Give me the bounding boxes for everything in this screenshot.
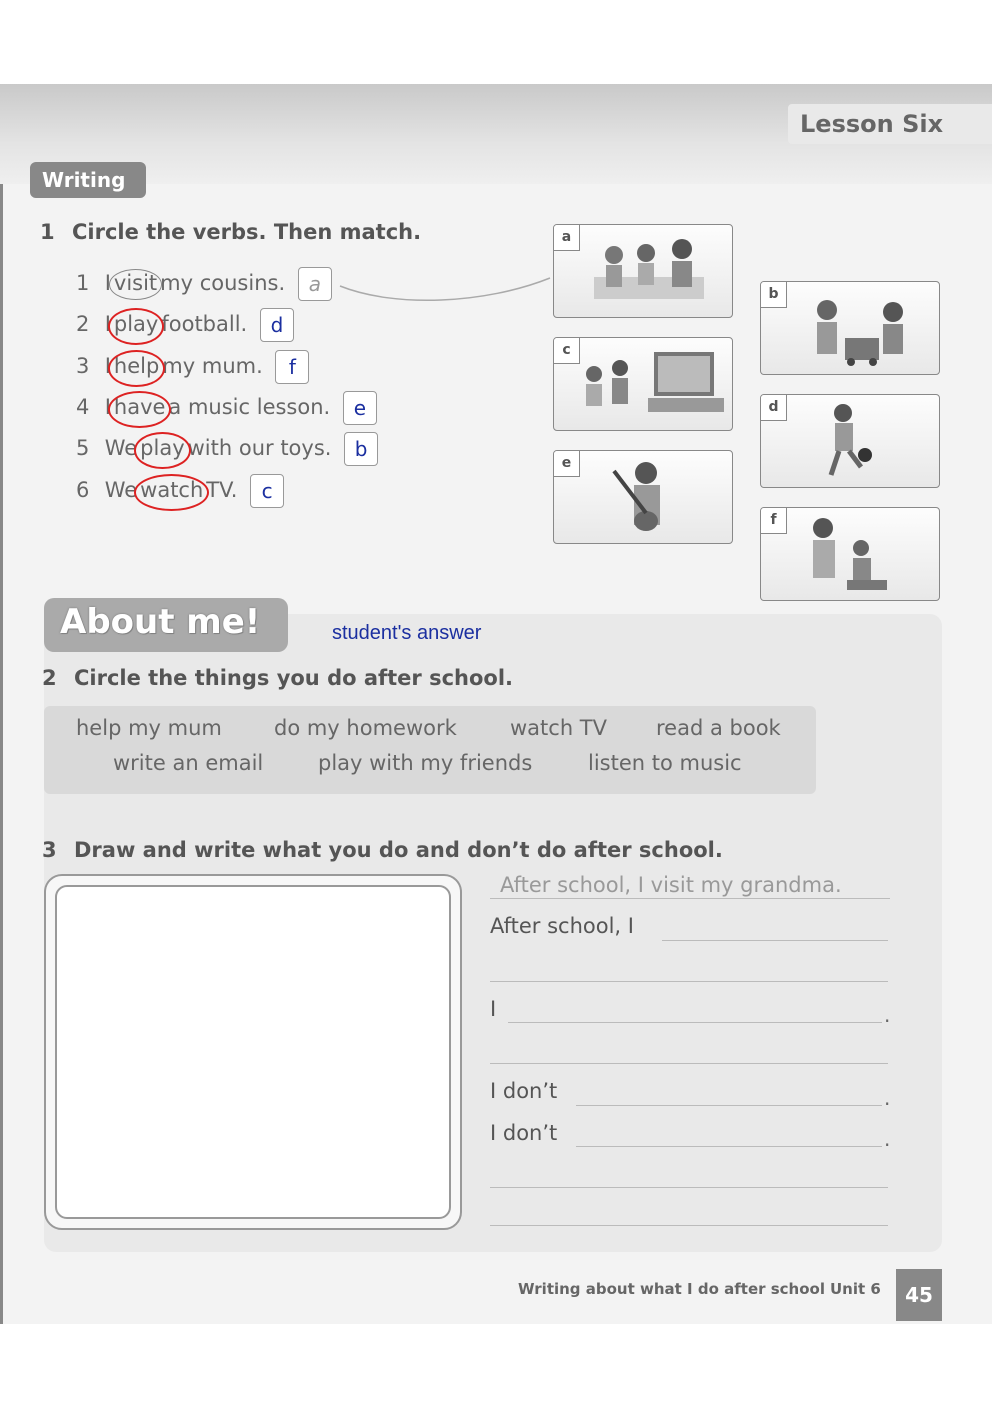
picture-f [760, 507, 940, 601]
picture-c [553, 337, 733, 431]
picture-label: c [554, 338, 580, 364]
writing-line[interactable] [490, 1225, 888, 1226]
guitar-lesson-illustration [554, 451, 733, 544]
sentence-period: . [884, 1086, 891, 1110]
phrase-option[interactable]: help my mum [76, 716, 222, 740]
match-item-3 [76, 349, 309, 383]
item-number: 1 [76, 271, 90, 295]
item-rest: my cousins. [160, 271, 286, 295]
writing-line[interactable] [576, 1105, 882, 1106]
item-subject: I [104, 271, 111, 295]
item-rest: with our toys. [187, 436, 332, 460]
item-number: 3 [76, 354, 90, 378]
circled-verb[interactable]: play [137, 431, 187, 465]
picture-d [760, 394, 940, 488]
writing-prompt: I don’t [490, 1079, 558, 1103]
footer-caption: Writing about what I do after school [518, 1280, 825, 1298]
item-subject: I [104, 395, 111, 419]
picture-label: f [761, 508, 787, 534]
item-number: 5 [76, 436, 90, 460]
drawing-frame [44, 874, 462, 1230]
phrase-option[interactable]: do my homework [274, 716, 457, 740]
toys-illustration [761, 282, 940, 375]
picture-e [553, 450, 733, 544]
item-rest: football. [161, 312, 248, 336]
item-number: 4 [76, 395, 90, 419]
phrase-option[interactable]: listen to music [588, 751, 742, 775]
writing-prompt: I [490, 997, 497, 1021]
sentence-period: . [884, 1003, 891, 1027]
exercise-instruction: Circle the verbs. Then match. [72, 220, 422, 244]
example-sentence: After school, I visit my grandma. [500, 873, 842, 897]
match-item-6 [76, 473, 284, 507]
helping-mum-illustration [761, 508, 940, 601]
example-line [490, 898, 890, 899]
writing-line[interactable] [576, 1146, 882, 1147]
writing-line[interactable] [490, 981, 888, 982]
writing-line[interactable] [490, 1063, 888, 1064]
answer-box[interactable]: f [275, 350, 309, 384]
writing-prompt: I don’t [490, 1121, 558, 1145]
football-illustration [761, 395, 940, 488]
page-number: 45 [896, 1269, 942, 1321]
item-subject: We [104, 478, 138, 502]
phrase-option[interactable]: watch TV [510, 716, 608, 740]
picture-label: d [761, 395, 787, 421]
item-rest: TV. [206, 478, 238, 502]
circled-verb[interactable]: watch [137, 473, 206, 507]
item-subject: I [104, 354, 111, 378]
answer-box[interactable]: b [344, 432, 378, 466]
exercise-1-title [40, 220, 421, 244]
match-item-1 [76, 266, 332, 300]
item-rest: a music lesson. [168, 395, 331, 419]
answer-box[interactable]: e [343, 391, 377, 425]
writing-line[interactable] [508, 1022, 882, 1023]
answer-box[interactable]: d [260, 308, 294, 342]
exercise-number: 3 [42, 838, 57, 862]
item-subject: I [104, 312, 111, 336]
circled-verb[interactable]: play [111, 307, 161, 341]
picture-a [553, 224, 733, 318]
item-number: 6 [76, 478, 90, 502]
item-subject: We [104, 436, 138, 460]
exercise-2-title [42, 666, 513, 690]
phrase-option[interactable]: read a book [656, 716, 781, 740]
item-rest: my mum. [162, 354, 263, 378]
picture-label: e [554, 451, 580, 477]
student-answer-note: student's answer [332, 622, 482, 644]
circled-verb[interactable]: visit [111, 266, 160, 300]
sentence-period: . [884, 1127, 891, 1151]
exercise-number: 1 [40, 220, 55, 244]
match-item-2 [76, 307, 294, 341]
footer-unit: Unit 6 [830, 1280, 881, 1298]
exercise-instruction: Circle the things you do after school. [74, 666, 514, 690]
picture-label: b [761, 282, 787, 308]
match-item-5 [76, 431, 378, 465]
writing-line[interactable] [490, 1187, 888, 1188]
exercise-instruction: Draw and write what you do and don’t do after school. [74, 838, 723, 862]
exercise-3-title [42, 838, 723, 862]
circled-verb[interactable]: help [111, 349, 162, 383]
writing-prompt: After school, I [490, 914, 634, 938]
about-me-title: About me! [44, 598, 288, 652]
family-visit-illustration [554, 225, 733, 318]
picture-b [760, 281, 940, 375]
exercise-number: 2 [42, 666, 57, 690]
example-match-line [335, 268, 555, 308]
lesson-title: Lesson Six [788, 104, 992, 144]
drawing-area[interactable] [55, 885, 451, 1219]
writing-line[interactable] [662, 940, 888, 941]
watching-tv-illustration [554, 338, 733, 431]
picture-label: a [554, 225, 580, 251]
item-number: 2 [76, 312, 90, 336]
match-item-4 [76, 390, 377, 424]
answer-box[interactable]: c [250, 474, 284, 508]
circled-verb[interactable]: have [111, 390, 169, 424]
section-tab: Writing [30, 162, 146, 198]
phrase-option[interactable]: write an email [113, 751, 264, 775]
phrase-option[interactable]: play with my friends [318, 751, 533, 775]
answer-box[interactable]: a [298, 267, 332, 301]
